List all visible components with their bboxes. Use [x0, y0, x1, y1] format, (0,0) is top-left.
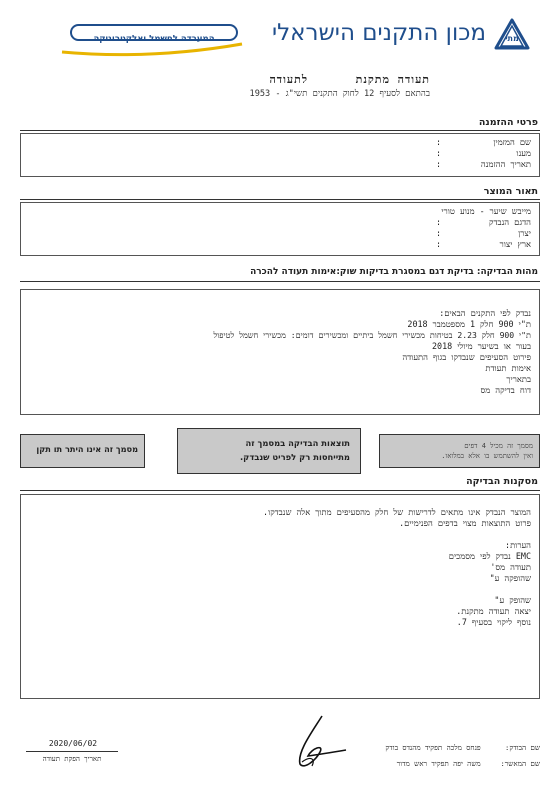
- conclusion-line: [29, 584, 531, 595]
- product-row: הדגם הנבדק:: [435, 217, 531, 227]
- product-box: [20, 202, 540, 256]
- conclusion-line: [29, 529, 531, 540]
- conclusion-line: המוצר הנבדק אינו מתאים לדרישות של חלק מהסעיפים מתוך אלה שנבדקו.: [263, 507, 531, 517]
- order-box: [20, 133, 540, 177]
- conclusion-line: EMC נבדק לפי מסמכים: [448, 551, 531, 561]
- doc-title-right: תעודה מתקנת: [355, 73, 430, 86]
- notice-page-count: מסמך זה מכיל 4 דפים ואין להשתמש בו אלא במלואו.: [379, 434, 540, 468]
- product-row: ארץ יצור:: [435, 239, 531, 249]
- order-divider: [20, 130, 540, 131]
- checked-by-value: פנחס מלכה תפקיד מהנדס בודק: [385, 743, 481, 752]
- order-row: שם המזמין:: [435, 137, 531, 147]
- test-line: פירוט הסעיפים שנבדקו בגוף התעודה: [402, 352, 531, 362]
- product-row: יצרן:: [435, 228, 531, 238]
- conclusions-box: [20, 494, 540, 699]
- product-row: מייבש שיער - מנוע טורי: [441, 206, 531, 216]
- lab-badge-label: המעבדה לחשמל ואלקטרוניקה: [93, 34, 215, 44]
- order-row: מענו:: [435, 148, 531, 158]
- test-line: בתאריך: [506, 374, 531, 384]
- conclusions-divider: [20, 490, 540, 491]
- order-section-title: פרטי ההזמנה: [478, 117, 538, 128]
- conclusion-line: הערות:: [505, 540, 531, 550]
- conclusion-line: שהופקה ע": [489, 573, 531, 583]
- approved-by-value: משה יפה תפקיד ראש מדור: [396, 759, 481, 768]
- doc-title: [150, 73, 430, 86]
- test-divider: [20, 281, 540, 282]
- doc-subtitle: בהתאם לסעיף 12 לחוק התקנים תשי"ג - 1953: [249, 89, 430, 99]
- issue-date: 2020/06/02: [48, 739, 98, 748]
- order-row: תאריך ההזמנה:: [435, 159, 531, 169]
- test-box: [20, 289, 540, 415]
- lab-badge: [70, 24, 238, 44]
- conclusions-section-title: מסקנות הבדיקה: [466, 476, 538, 487]
- test-line: דוח בדיקה מס: [480, 385, 531, 395]
- test-line: בעור או בשיער מיולי 2018: [432, 341, 531, 351]
- test-line: אימות תעודת: [485, 363, 531, 373]
- test-line: ת"י 900 חלק 2.23 בטיחות מכשירי חשמל ביתיים ומכשירים דומים: מכשירי חשמל לטיפול: [213, 330, 531, 340]
- notice-results-scope: תוצאות הבדיקה במסמך זה מתייחסות רק לפריט שנבדק.: [177, 428, 361, 474]
- issue-date-line: [26, 751, 118, 752]
- conclusion-line: נוסף ליקוי בסעיף 7.: [456, 617, 531, 627]
- product-section-title: תאור המוצר: [483, 186, 538, 197]
- test-section-title: מהות הבדיקה: בדיקת דגם במסגרת בדיקות שוק:אימות תעודה להכרה: [250, 267, 538, 277]
- test-line: ת"י 900 חלק 1 מספטמבר 2018: [407, 319, 531, 329]
- approved-by-label: שם המאשר:: [500, 759, 540, 768]
- test-line: נבדק לפי התקנים הבאים:: [439, 308, 531, 318]
- doc-title-left: לתעודה: [269, 73, 308, 86]
- signature: [282, 712, 352, 772]
- checked-by-label: שם הבודק:: [505, 743, 540, 752]
- issue-date-label: תאריך הפקת תעודה: [42, 755, 102, 763]
- logo-text: מתי: [505, 34, 519, 43]
- conclusion-line: תעודה מס': [490, 562, 531, 572]
- conclusion-line: פרוט התוצאות מצוי בדפים הפנימיים.: [399, 518, 531, 528]
- notice-not-standard-mark: מסמך זה אינו היתר תו תקן: [20, 434, 145, 468]
- conclusion-line: יצאה תעודה מתקנת.: [456, 606, 531, 616]
- conclusion-line: שהופק ע": [494, 595, 531, 605]
- institute-name: מכון התקנים הישראלי: [271, 20, 486, 46]
- product-divider: [20, 199, 540, 200]
